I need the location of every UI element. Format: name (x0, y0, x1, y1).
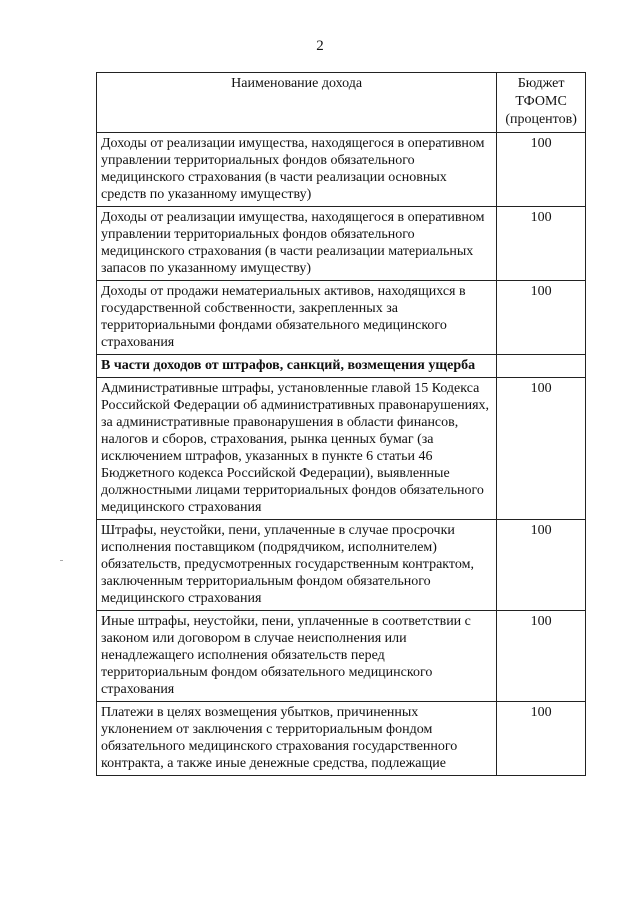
income-name-cell: Административные штрафы, установленные главой 15 Кодекса Российской Федерации об административных правонарушениях, за административные правонарушения в области финансов, налогов и сборов, страхования, рынка ценных бумаг (за исключением штрафов, указанных в пункте 6 статьи 46 Бюджетного кодекса Российской Федерации), выявленные должностными лицами территориальных фондов обязательного медицинского страхования (97, 378, 497, 520)
header-budget-line1: Бюджет (517, 76, 565, 91)
income-name-cell: Иные штрафы, неустойки, пени, уплаченные в соответствии с законом или договором в случае неисполнения или ненадлежащего исполнения обязательств перед территориальным фондом обязательного медицинского страхования (97, 611, 497, 702)
header-budget-line3: (процентов) (505, 112, 577, 127)
table-row (97, 520, 586, 611)
table-row (97, 378, 586, 520)
table-row (97, 281, 586, 355)
budget-percent-cell: 100 (497, 520, 586, 611)
table-row (97, 207, 586, 281)
income-name-cell: Доходы от реализации имущества, находящегося в оперативном управлении территориальных фондов обязательного медицинского страхования (в части реализации основных средств по указанному имуществу) (97, 133, 497, 207)
budget-percent-cell: 100 (497, 207, 586, 281)
section-heading-cell: В части доходов от штрафов, санкций, возмещения ущерба (97, 355, 497, 378)
income-name-cell: Платежи в целях возмещения убытков, причиненных уклонением от заключения с территориальным фондом обязательного медицинского страхования государственного контракта, а также иные денежные средства, подлежащие (97, 702, 497, 776)
income-distribution-table (96, 72, 586, 776)
header-income-name: Наименование дохода (97, 73, 497, 133)
page-number: 2 (316, 38, 324, 54)
budget-percent-cell (497, 355, 586, 378)
budget-percent-cell: 100 (497, 702, 586, 776)
scan-artifact (60, 560, 63, 561)
table-row (97, 133, 586, 207)
header-budget-line2: ТФОМС (515, 94, 567, 109)
budget-percent-cell: 100 (497, 281, 586, 355)
income-name-cell: Доходы от продажи нематериальных активов, находящихся в государственной собственности, закрепленных за территориальными фондами обязательного медицинского страхования (97, 281, 497, 355)
budget-percent-cell: 100 (497, 611, 586, 702)
income-name-cell: Доходы от реализации имущества, находящегося в оперативном управлении территориальных фондов обязательного медицинского страхования (в части реализации материальных запасов по указанному имуществу) (97, 207, 497, 281)
header-budget (497, 73, 586, 133)
table-row (97, 702, 586, 776)
table-header-row (97, 73, 586, 133)
section-heading-row (97, 355, 586, 378)
budget-percent-cell: 100 (497, 378, 586, 520)
budget-percent-cell: 100 (497, 133, 586, 207)
table-row (97, 611, 586, 702)
income-name-cell: Штрафы, неустойки, пени, уплаченные в случае просрочки исполнения поставщиком (подрядчиком, исполнителем) обязательств, предусмотренных государственным контрактом, заключенным территориальным фондом обязательного медицинского страхования (97, 520, 497, 611)
